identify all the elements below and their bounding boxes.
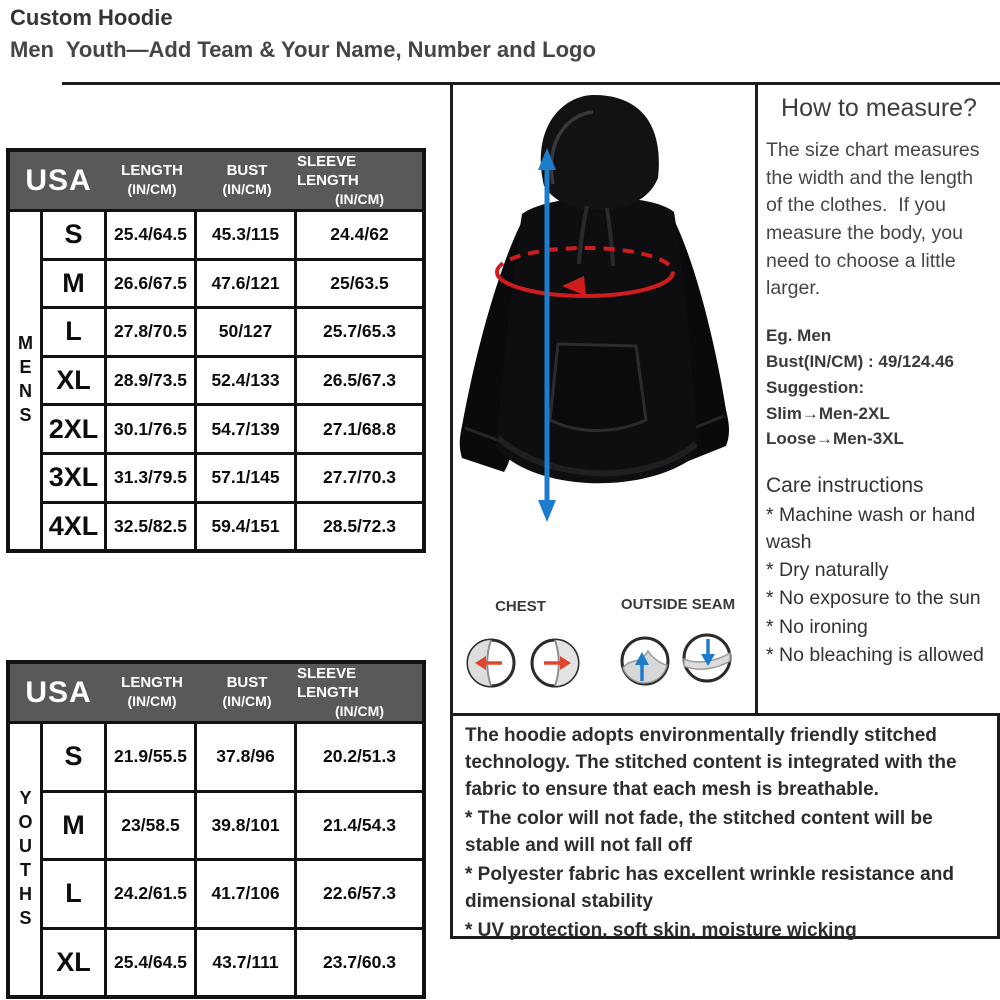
column-header-bust: BUST (IN/CM) <box>222 674 272 710</box>
size-cell: S <box>43 721 107 790</box>
value-cell: 54.7/139 <box>197 403 297 452</box>
value-cell: 26.6/67.5 <box>107 258 197 307</box>
care-heading: Care instructions <box>766 474 924 498</box>
care-item: * No ironing <box>766 615 868 638</box>
column-header-length: LENGTH (IN/CM) <box>121 674 183 710</box>
value-cell: 26.5/67.3 <box>297 355 422 404</box>
value-cell: 45.3/115 <box>197 209 297 258</box>
page-title: Custom Hoodie <box>10 5 173 30</box>
value-cell: 31.3/79.5 <box>107 452 197 501</box>
fabric-paragraph: * UV protection, soft skin, moisture wicking <box>465 919 857 941</box>
column-header-usa: USA <box>25 163 92 197</box>
youths-table-header <box>10 664 422 721</box>
measure-example <box>766 323 992 452</box>
value-cell: 59.4/151 <box>197 501 297 550</box>
mens-group-label: MENS <box>10 209 43 549</box>
value-cell: 28.5/72.3 <box>297 501 422 550</box>
value-cell: 28.9/73.5 <box>107 355 197 404</box>
care-item: * No bleaching is allowed <box>766 643 984 666</box>
value-cell: 23/58.5 <box>107 790 197 859</box>
page-subtitle: Men Youth—Add Team & Your Name, Number and Logo <box>10 37 596 62</box>
value-cell: 30.1/76.5 <box>107 403 197 452</box>
care-item: * No exposure to the sun <box>766 587 981 610</box>
example-line: Loose→Men-3XL <box>766 429 904 449</box>
hoodie-body <box>496 197 698 483</box>
value-cell: 21.4/54.3 <box>297 790 422 859</box>
size-cell: 2XL <box>43 403 107 452</box>
measure-panel <box>760 90 998 670</box>
size-cell: L <box>43 306 107 355</box>
measure-heading: How to measure? <box>781 94 977 122</box>
value-cell: 50/127 <box>197 306 297 355</box>
chest-label: CHEST <box>495 598 546 615</box>
example-line: Suggestion: <box>766 377 865 397</box>
care-item: * Dry naturally <box>766 558 889 581</box>
fabric-description-box <box>450 713 1000 939</box>
mens-table-header <box>10 152 422 209</box>
column-header-length: LENGTH (IN/CM) <box>121 162 183 198</box>
measure-body: The size chart measures the width and the length of the clothes. If you measure the body, you need to choose a little larger. <box>766 139 985 300</box>
care-instructions <box>766 474 992 668</box>
youths-size-table <box>6 660 426 999</box>
fabric-paragraph: The hoodie adopts environmentally friendly stitched technology. The stitched content is integrated with the fabric to ensure that each mesh is breathable. <box>465 725 957 800</box>
value-cell: 32.5/82.5 <box>107 501 197 550</box>
size-cell: 3XL <box>43 452 107 501</box>
care-item: * Machine wash or hand wash <box>766 504 976 553</box>
column-header-sleeve: SLEEVE LENGTH (IN/CM) <box>297 665 384 719</box>
value-cell: 25.4/64.5 <box>107 927 197 996</box>
value-cell: 41.7/106 <box>197 858 297 927</box>
column-header-bust: BUST (IN/CM) <box>222 162 272 198</box>
value-cell: 27.1/68.8 <box>297 403 422 452</box>
size-cell: XL <box>43 927 107 996</box>
value-cell: 52.4/133 <box>197 355 297 404</box>
column-header-usa: USA <box>25 675 92 709</box>
size-cell: XL <box>43 355 107 404</box>
value-cell: 39.8/101 <box>197 790 297 859</box>
example-line: Bust(IN/CM) : 49/124.46 <box>766 351 954 371</box>
size-cell: 4XL <box>43 501 107 550</box>
value-cell: 21.9/55.5 <box>107 721 197 790</box>
mens-size-table <box>6 148 426 553</box>
example-line: Slim→Men-2XL <box>766 403 890 423</box>
size-cell: M <box>43 790 107 859</box>
fabric-paragraph: * Polyester fabric has excellent wrinkle resistance and dimensional stability <box>465 863 954 912</box>
value-cell: 37.8/96 <box>197 721 297 790</box>
value-cell: 25.4/64.5 <box>107 209 197 258</box>
value-cell: 43.7/111 <box>197 927 297 996</box>
value-cell: 27.7/70.3 <box>297 452 422 501</box>
seam-arrow-down-icon <box>681 632 733 684</box>
value-cell: 47.6/121 <box>197 258 297 307</box>
size-cell: M <box>43 258 107 307</box>
value-cell: 25.7/65.3 <box>297 306 422 355</box>
outside-seam-label: OUTSIDE SEAM <box>620 596 736 613</box>
seam-arrow-up-icon <box>619 635 671 687</box>
example-line: Eg. Men <box>766 326 832 346</box>
chest-arrow-right-icon <box>529 637 581 689</box>
size-cell: L <box>43 858 107 927</box>
fabric-paragraph: * The color will not fade, the stitched content will be stable and will not fall off <box>465 807 933 856</box>
value-cell: 25/63.5 <box>297 258 422 307</box>
hoodie-hood <box>541 95 659 210</box>
hoodie-pocket <box>550 344 646 431</box>
hoodie-illustration <box>452 86 752 531</box>
chest-arrow-left-icon <box>465 637 517 689</box>
value-cell: 24.2/61.5 <box>107 858 197 927</box>
value-cell: 24.4/62 <box>297 209 422 258</box>
value-cell: 57.1/145 <box>197 452 297 501</box>
value-cell: 20.2/51.3 <box>297 721 422 790</box>
size-cell: S <box>43 209 107 258</box>
value-cell: 22.6/57.3 <box>297 858 422 927</box>
column-header-sleeve: SLEEVE LENGTH (IN/CM) <box>297 153 384 207</box>
youths-group-label: YOUTHS <box>10 721 43 995</box>
value-cell: 27.8/70.5 <box>107 306 197 355</box>
value-cell: 23.7/60.3 <box>297 927 422 996</box>
